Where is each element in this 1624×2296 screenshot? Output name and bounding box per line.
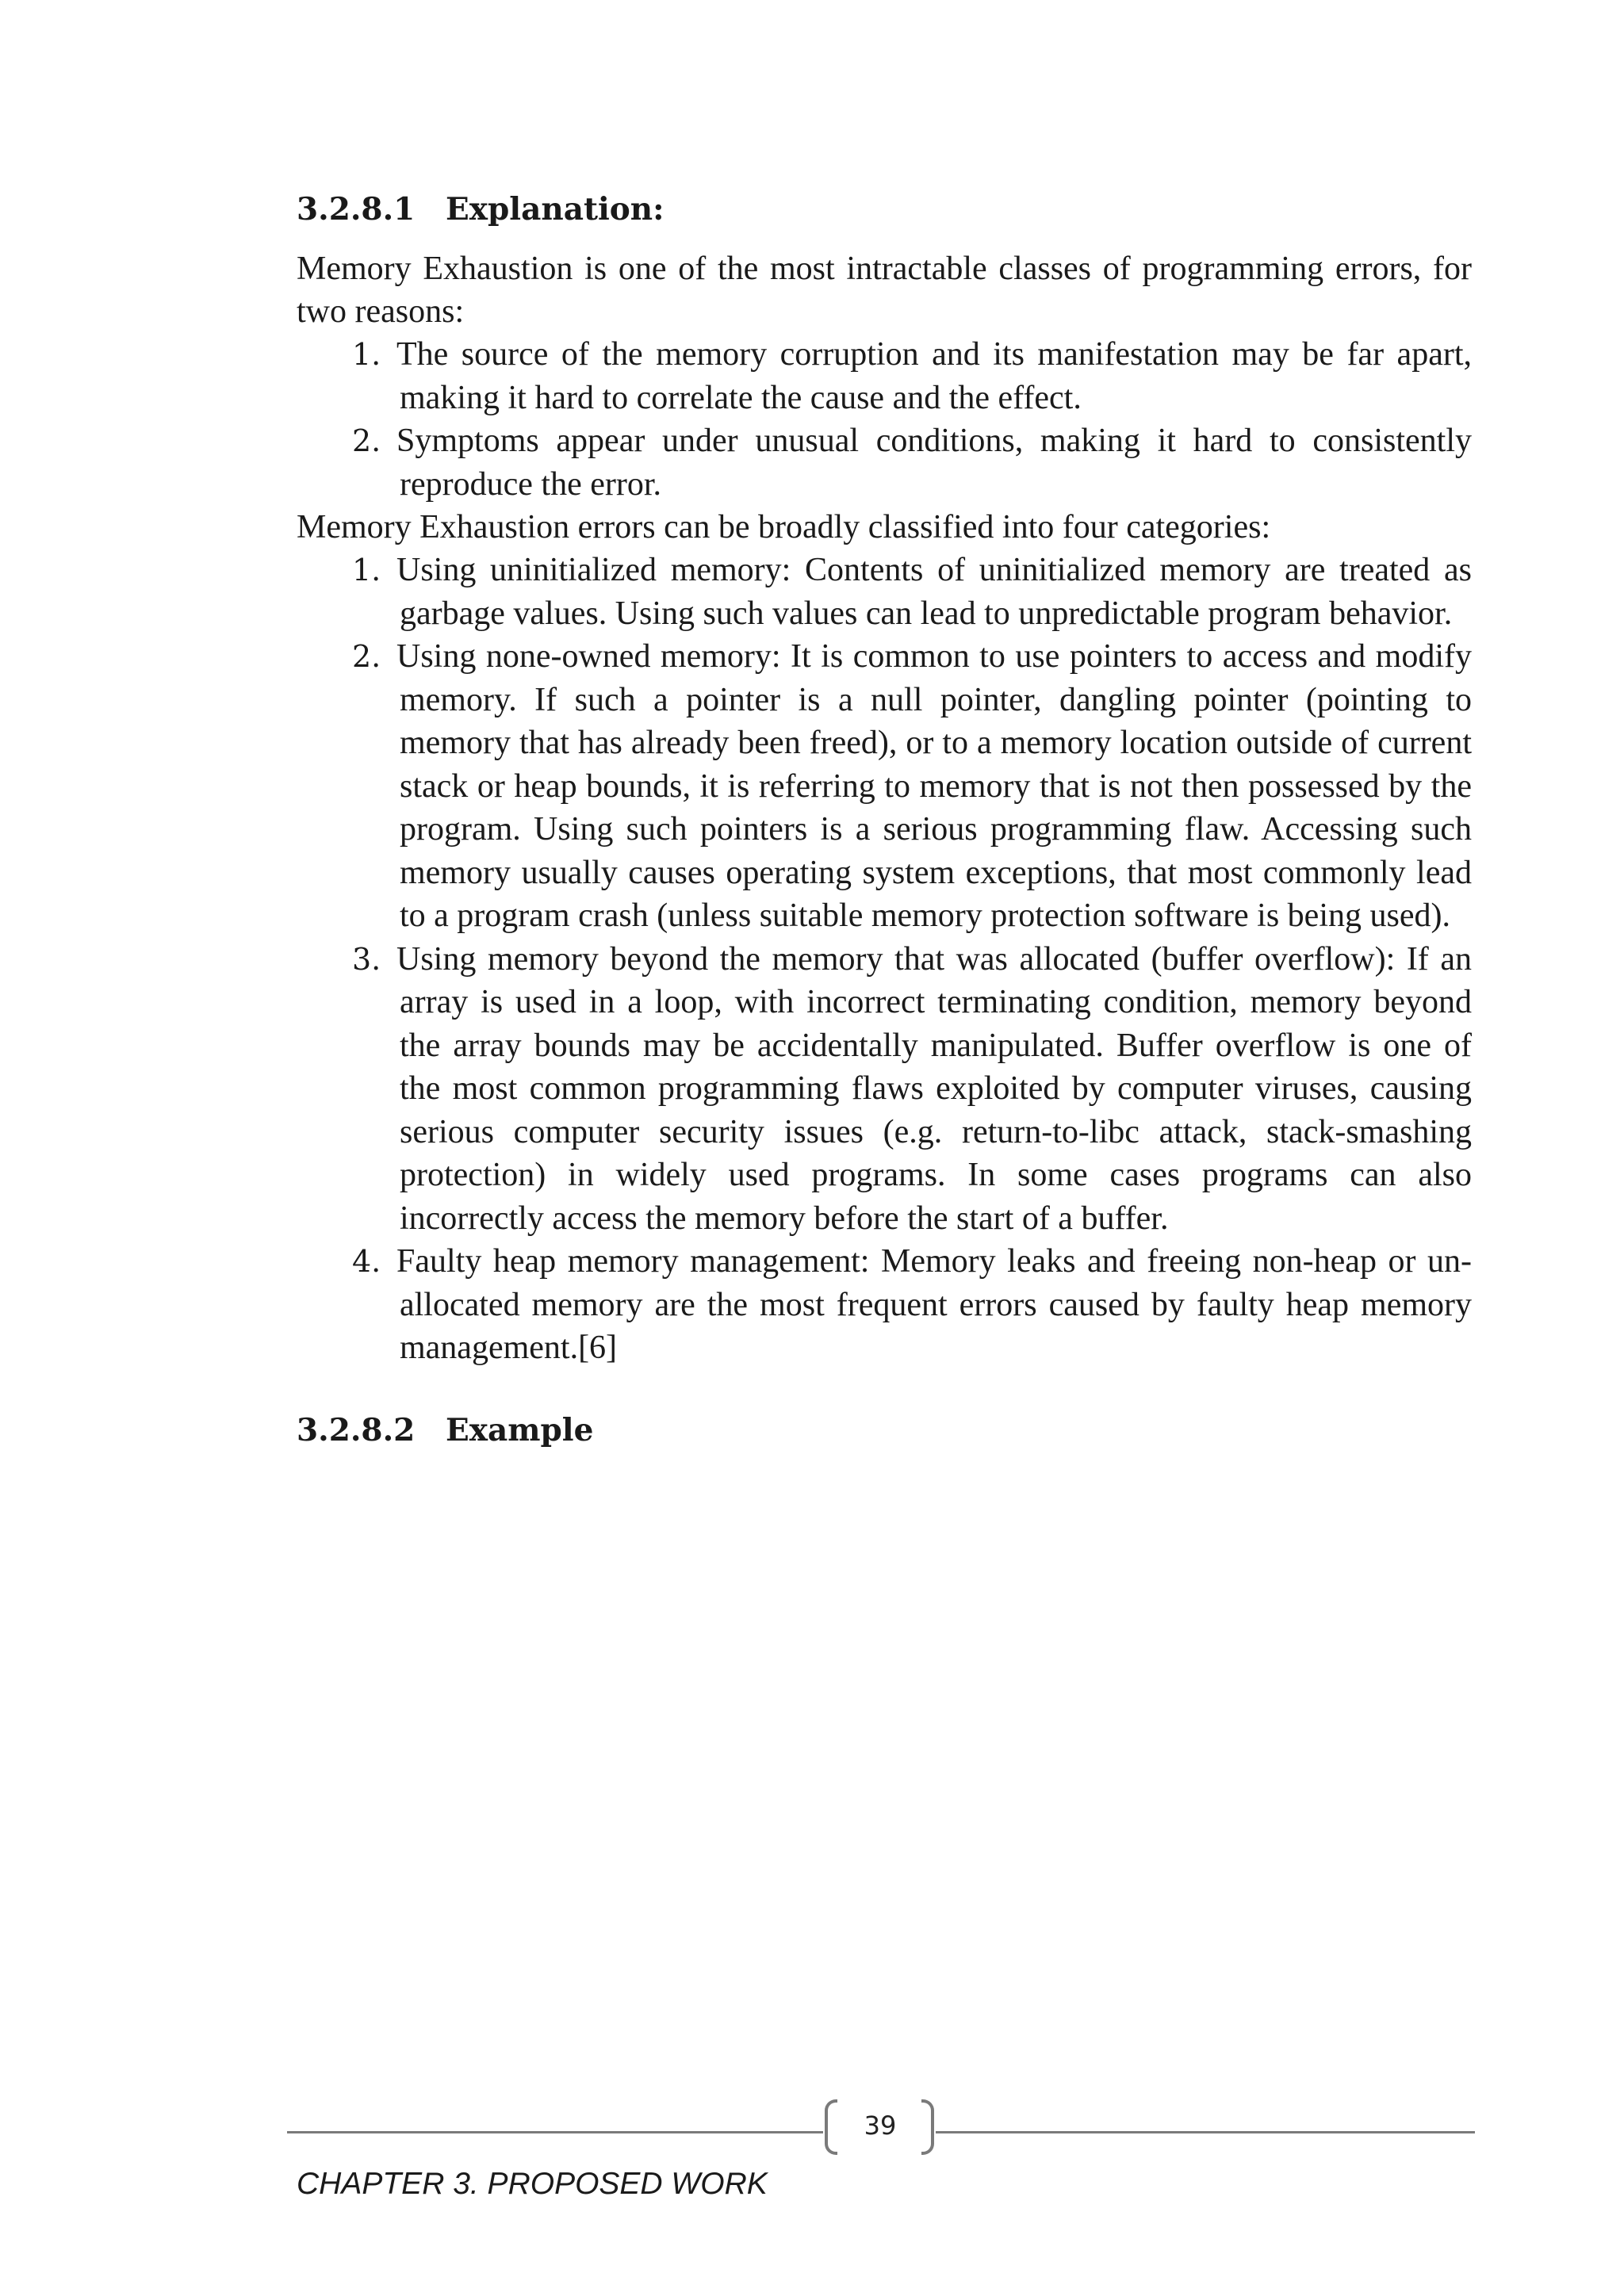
list-marker: 1. (352, 553, 381, 587)
section-heading-example (297, 1408, 1472, 1452)
list-item (297, 938, 1472, 1241)
page-content (297, 187, 1472, 1452)
list-marker: 2. (352, 639, 381, 674)
list-item-text: Using uninitialized memory: Contents of uninitialized memory are treated as garbage values. Using such values can lead to unpredictable program behavior. (396, 552, 1472, 632)
list-marker: 1. (352, 337, 381, 372)
categories-paragraph: Memory Exhaustion errors can be broadly classified into four categories: (297, 509, 1271, 545)
section-heading-explanation (297, 187, 1472, 232)
list-item-text: Using memory beyond the memory that was allocated (buffer overflow): If an array is used in a loop, with incorrect terminating condition, memory beyond the array bounds may be accidentally manipulated. Buffer overflow is one of the most common programming flaws exploited by computer viruses, causing serious computer security issues (e.g. return-to-libc attack, stack-smashing protection) in widely used programs. In some cases programs can also incorrectly access the memory before the start of a buffer. (396, 940, 1472, 1237)
page-number-bracket-left (825, 2099, 837, 2155)
list-item-text: Using none-owned memory: It is common to use pointers to access and modify memory. If such a pointer is a null pointer, dangling pointer (pointing to memory that has already been freed), or to a memory location outside of current stack or heap bounds, it is referring to memory that is not then possessed by the program. Using such pointers is a serious programming flaw. Accessing such memory usually causes operating system exceptions, that most commonly lead to a program crash (unless suitable memory protection software is being used). (396, 638, 1472, 934)
section-number: 3.2.8.1 (297, 191, 416, 228)
section-title: Explanation: (446, 191, 665, 228)
list-marker: 4. (352, 1244, 381, 1279)
footer-rule-right (936, 2131, 1475, 2133)
page-number: 39 (864, 2110, 897, 2141)
intro-paragraph: Memory Exhaustion is one of the most intractable classes of programming errors, for two reasons: (297, 251, 1472, 330)
list-item-text: The source of the memory corruption and its manifestation may be far apart, making it hard to correlate the cause and the effect. (396, 336, 1472, 416)
list-item (297, 419, 1472, 506)
section-title: Example (446, 1411, 594, 1448)
list-item (297, 333, 1472, 419)
list-item-text: Faulty heap memory management: Memory leaks and freeing non-heap or un-allocated memory are the most frequent errors caused by faulty heap memory management.[6] (396, 1243, 1472, 1366)
reasons-list (297, 333, 1472, 506)
list-item (297, 635, 1472, 938)
footer-rule-left (287, 2131, 823, 2133)
list-item-text: Symptoms appear under unusual conditions, making it hard to consistently reproduce the error. (396, 423, 1472, 503)
chapter-footer: CHAPTER 3. PROPOSED WORK (297, 2167, 768, 2201)
list-marker: 3. (352, 941, 381, 977)
list-item (297, 1240, 1472, 1370)
list-item (297, 549, 1472, 635)
page-number-bracket-right (921, 2099, 934, 2155)
list-marker: 2. (352, 423, 381, 458)
categories-list (297, 549, 1472, 1370)
section-number: 3.2.8.2 (297, 1411, 416, 1448)
